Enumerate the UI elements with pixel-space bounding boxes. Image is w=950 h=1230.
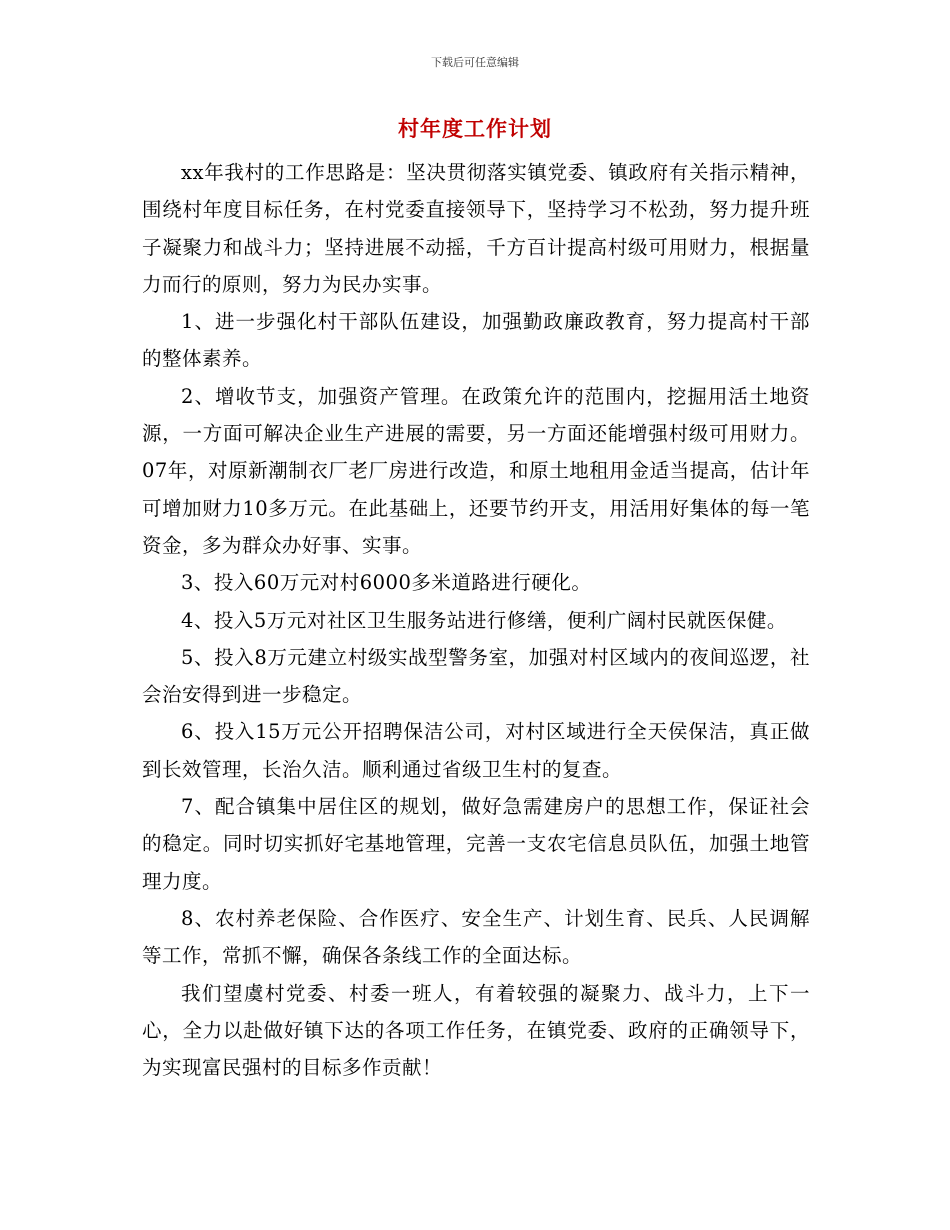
item-2-paragraph: 2、增收节支，加强资产管理。在政策允许的范围内，挖掘用活土地资源，一方面可解决企业生产进展的需要，另一方面还能增强村级可用财力。07年，对原新潮制衣厂老厂房进行改造，和原土地租用金适当提高，估计年可增加财力10多万元。在此基础上，还要节约开支，用活用好集体的每一笔资金，多为群众办好事、实事。 — [142, 384, 810, 557]
item-4-paragraph: 4、投入5万元对社区卫生服务站进行修缮，便利广阔村民就医保健。 — [181, 608, 787, 632]
document-body — [142, 154, 810, 1086]
item-5-paragraph: 5、投入8万元建立村级实战型警务室，加强对村区域内的夜间巡逻，社会治安得到进一步稳定。 — [142, 645, 810, 707]
closing-paragraph: 我们望虞村党委、村委一班人，有着较强的凝聚力、战斗力，上下一心，全力以赴做好镇下达的各项工作任务，在镇党委、政府的正确领导下，为实现富民强村的目标多作贡献！ — [142, 981, 810, 1080]
intro-paragraph: xx年我村的工作思路是：坚决贯彻落实镇党委、镇政府有关指示精神，围绕村年度目标任务，在村党委直接领导下，坚持学习不松劲，努力提升班子凝聚力和战斗力；坚持进展不动摇，千方百计提高村级可用财力，根据量力而行的原则，努力为民办实事。 — [142, 161, 810, 296]
header-note: 下载后可任意编辑 — [431, 56, 519, 69]
item-8-paragraph: 8、农村养老保险、合作医疗、安全生产、计划生育、民兵、人民调解等工作，常抓不懈，确保各条线工作的全面达标。 — [142, 906, 810, 968]
item-3-paragraph: 3、投入60万元对村6000多米道路进行硬化。 — [181, 571, 592, 595]
item-1-paragraph: 1、进一步强化村干部队伍建设，加强勤政廉政教育，努力提高村干部的整体素养。 — [142, 310, 810, 371]
item-6-paragraph: 6、投入15万元公开招聘保洁公司，对村区域进行全天侯保洁，真正做到长效管理，长治久洁。顺利通过省级卫生村的复查。 — [142, 720, 810, 781]
document-title: 村年度工作计划 — [398, 117, 552, 141]
item-7-paragraph: 7、配合镇集中居住区的规划，做好急需建房户的思想工作，保证社会的稳定。同时切实抓好宅基地管理，完善一支农宅信息员队伍，加强土地管理力度。 — [142, 795, 810, 893]
